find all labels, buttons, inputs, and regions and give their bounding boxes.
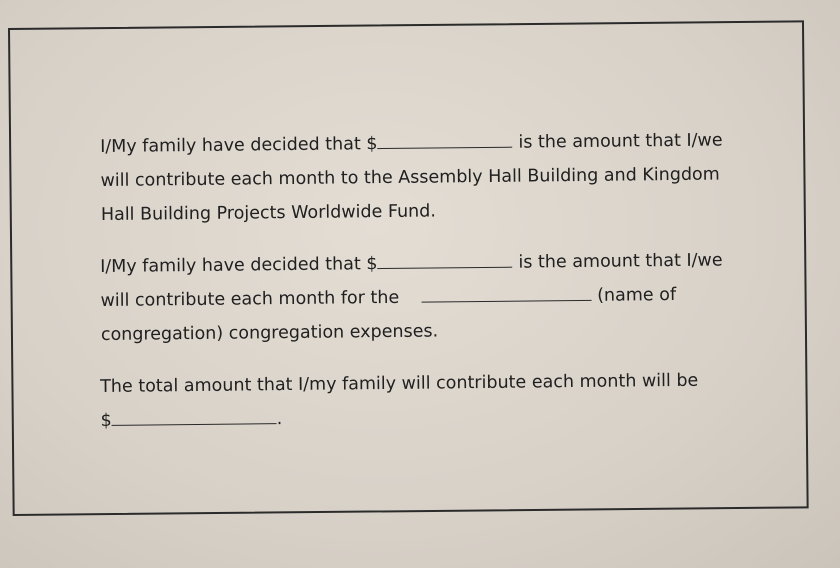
p3-line-1: The total amount that I/my family will contribute each month will be: [100, 370, 699, 397]
p2-line2-prefix: will contribute each month for the: [100, 287, 400, 311]
paragraph-worldwide-fund: [100, 123, 791, 232]
amount-blank-worldwide[interactable]: [377, 127, 512, 149]
p3-line-2: [100, 397, 790, 438]
p2-line-3: congregation) congregation expenses.: [100, 321, 439, 345]
total-amount-blank[interactable]: [112, 403, 277, 426]
p2-suffix: is the amount that I/we: [518, 250, 723, 273]
p1-line-3: Hall Building Projects Worldwide Fund.: [100, 201, 436, 225]
p1-line-2: will contribute each month to the Assembly Hall Building and Kingdom: [100, 164, 720, 191]
p3-currency: $: [100, 410, 112, 431]
paragraph-congregation-expenses: [100, 243, 791, 352]
p3-end: .: [276, 409, 283, 430]
p1-suffix: is the amount that I/we: [518, 130, 723, 153]
p2-line2-suffix: (name of: [597, 284, 677, 306]
p1-prefix: I/My family have decided that $: [100, 134, 378, 157]
p2-prefix: I/My family have decided that $: [100, 254, 378, 277]
amount-blank-congregation[interactable]: [377, 247, 512, 269]
congregation-name-blank[interactable]: [421, 280, 591, 303]
paragraph-total: [100, 363, 791, 438]
